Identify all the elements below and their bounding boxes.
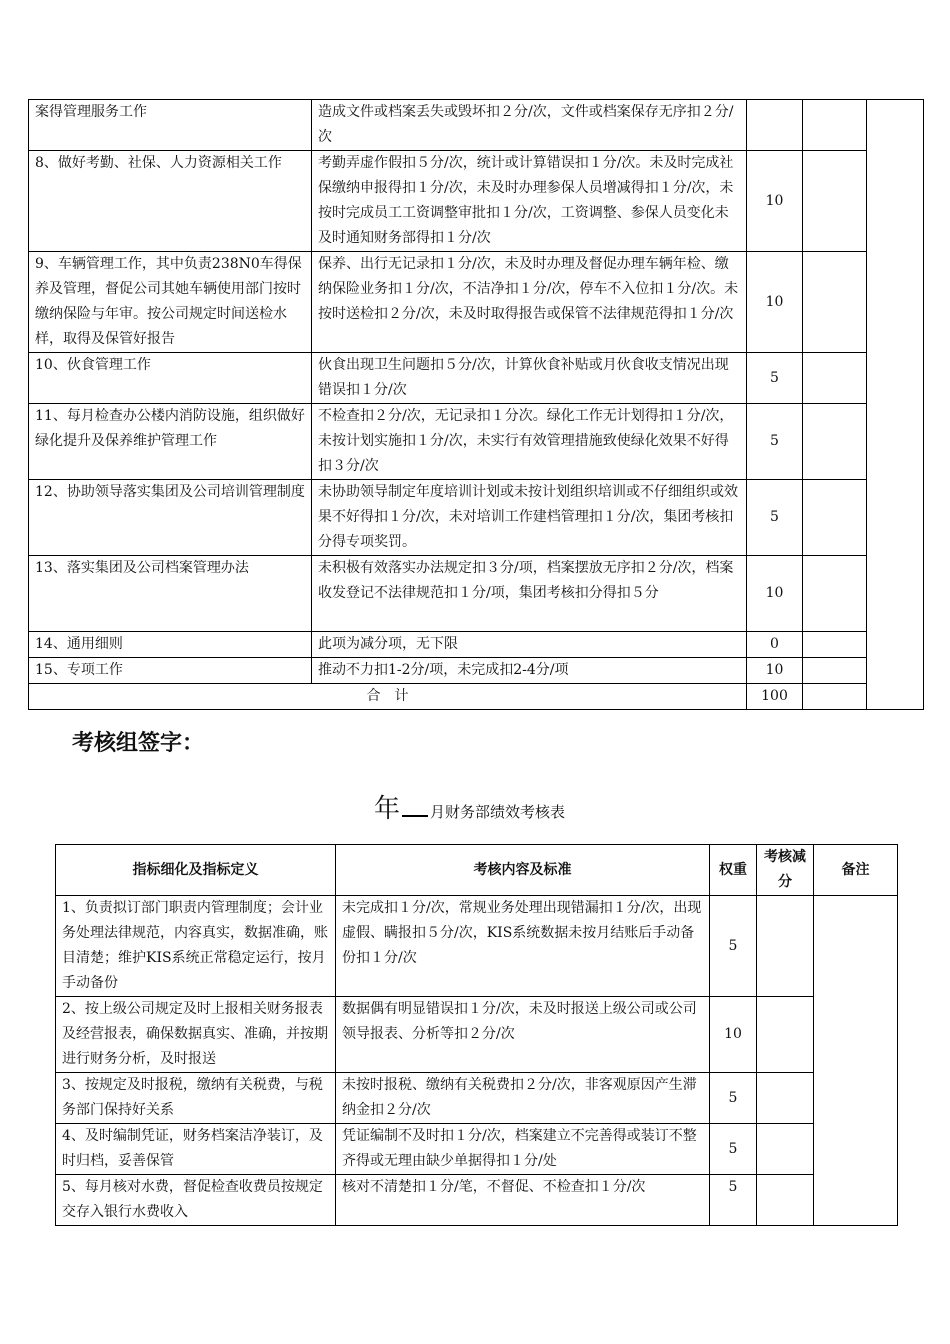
deduct-cell [803, 480, 867, 556]
standard-cell: 凭证编制不及时扣１分/次，档案建立不完善得或装订不整齐得或无理由缺少单据得扣１分/处 [336, 1124, 710, 1175]
weight-cell: 10 [747, 658, 803, 684]
standard-cell: 未积极有效落实办法规定扣３分/项，档案摆放无序扣２分/次，档案收发登记不法律规范扣１分/项，集团考核扣分得扣５分 [312, 556, 747, 632]
header-weight: 权重 [710, 845, 757, 896]
standard-cell: 保养、出行无记录扣１分/次，未及时办理及督促办理车辆年检、缴纳保险业务扣１分/次，不洁净扣１分/次，停车不入位扣１分/次。未按时送检扣２分/次，未及时取得报告或保管不法律规范得扣１分/次 [312, 252, 747, 353]
table-row [56, 1124, 898, 1175]
table-row [56, 1175, 898, 1226]
table-row [56, 997, 898, 1073]
item-cell: 5、每月核对水费，督促检查收费员按规定交存入银行水费收入 [56, 1175, 336, 1226]
item-cell: 4、及时编制凭证，财务档案洁净装订，及时归档，妥善保管 [56, 1124, 336, 1175]
weight-cell: 0 [747, 632, 803, 658]
table-row [29, 632, 924, 658]
weight-cell: 5 [710, 1175, 757, 1226]
weight-cell: 10 [747, 556, 803, 632]
month-blank [402, 815, 428, 817]
table-row [29, 151, 924, 252]
header-row [56, 845, 898, 896]
item-cell: 12、协助领导落实集团及公司培训管理制度 [29, 480, 312, 556]
standard-cell: 未协助领导制定年度培训计划或未按计划组织培训或不仔细组织或效果不好得扣１分/次，未对培训工作建档管理扣１分/次，集团考核扣分得专项奖罚。 [312, 480, 747, 556]
item-cell: 10、伙食管理工作 [29, 353, 312, 404]
weight-cell: 5 [710, 1124, 757, 1175]
title-year: 年 [374, 794, 401, 824]
header-standard: 考核内容及标准 [336, 845, 710, 896]
standard-cell: 不检查扣２分/次，无记录扣１分次。绿化工作无计划得扣１分/次，未按计划实施扣１分/次，未实行有效管理措施致使绿化效果不好得扣３分/次 [312, 404, 747, 480]
standard-cell: 此项为减分项，无下限 [312, 632, 747, 658]
deduct-cell [803, 556, 867, 632]
deduct-cell [757, 1124, 814, 1175]
weight-cell: 5 [747, 353, 803, 404]
item-cell: 15、专项工作 [29, 658, 312, 684]
assessment-table-admin [28, 99, 924, 710]
item-cell: 案得管理服务工作 [29, 100, 312, 151]
standard-cell: 数据偶有明显错误扣１分/次，未及时报送上级公司或公司领导报表、分析等扣２分/次 [336, 997, 710, 1073]
item-cell: 11、每月检查办公楼内消防设施，组织做好绿化提升及保养维护管理工作 [29, 404, 312, 480]
header-item: 指标细化及指标定义 [56, 845, 336, 896]
title-text: 月财务部绩效考核表 [430, 803, 566, 821]
header-deduct: 考核减分 [757, 845, 814, 896]
item-cell: 3、按规定及时报税，缴纳有关税费，与税务部门保持好关系 [56, 1073, 336, 1124]
standard-cell: 未完成扣１分/次，常规业务处理出现错漏扣１分/次，出现虚假、瞒报扣５分/次，KIS系统数据未按月结账后手动备份扣１分/次 [336, 896, 710, 997]
deduct-cell [803, 100, 867, 151]
header-note: 备注 [814, 845, 898, 896]
table-row [29, 353, 924, 404]
deduct-cell [803, 252, 867, 353]
deduct-cell [757, 1073, 814, 1124]
total-weight: 100 [747, 684, 803, 710]
total-row [29, 684, 924, 710]
total-label: 合 计 [29, 684, 747, 710]
standard-cell: 考勤弄虚作假扣５分/次，统计或计算错误扣１分/次。未及时完成社保缴纳申报得扣１分/次，未及时办理参保人员增减得扣１分/次，未按时完成员工工资调整审批扣１分/次，工资调整、参保人员变化未及时通知财务部得扣１分/次 [312, 151, 747, 252]
weight-cell: 10 [710, 997, 757, 1073]
item-cell: 2、按上级公司规定及时上报相关财务报表及经营报表，确保数据真实、准确，并按期进行财务分析，及时报送 [56, 997, 336, 1073]
item-cell: 13、落实集团及公司档案管理办法 [29, 556, 312, 632]
table-row [29, 556, 924, 632]
assessment-table-finance [55, 844, 898, 1226]
table-row [56, 896, 898, 997]
table-row [29, 100, 924, 151]
deduct-cell [803, 151, 867, 252]
deduct-cell [803, 632, 867, 658]
deduct-cell [757, 997, 814, 1073]
note-cell [867, 100, 924, 710]
deduct-cell [803, 353, 867, 404]
deduct-cell [803, 658, 867, 684]
deduct-cell [803, 684, 867, 710]
standard-cell: 推动不力扣1-2分/项，未完成扣2-4分/项 [312, 658, 747, 684]
item-cell: 9、车辆管理工作，其中负责238N0车得保养及管理，督促公司其她车辆使用部门按时缴纳保险与年审。按公司规定时间送检水样，取得及保管好报告 [29, 252, 312, 353]
item-cell: 8、做好考勤、社保、人力资源相关工作 [29, 151, 312, 252]
weight-cell: 5 [747, 480, 803, 556]
weight-cell: 10 [747, 252, 803, 353]
deduct-cell [803, 404, 867, 480]
standard-cell: 未按时报税、缴纳有关税费扣２分/次，非客观原因产生滞纳金扣２分/次 [336, 1073, 710, 1124]
table-row [29, 252, 924, 353]
note-cell [814, 896, 898, 1226]
deduct-cell [757, 1175, 814, 1226]
standard-cell: 造成文件或档案丢失或毁坏扣２分/次，文件或档案保存无序扣２分/次 [312, 100, 747, 151]
item-cell: 1、负责拟订部门职责内管理制度；会计业务处理法律规范，内容真实，数据准确，账目清楚；维护KIS系统正常稳定运行，按月手动备份 [56, 896, 336, 997]
table-row [29, 480, 924, 556]
weight-cell: 10 [747, 151, 803, 252]
weight-cell: 5 [710, 1073, 757, 1124]
table-row [29, 658, 924, 684]
weight-cell [747, 100, 803, 151]
signature-label: 考核组签字： [72, 731, 205, 756]
table-row [56, 1073, 898, 1124]
table-row [29, 404, 924, 480]
weight-cell: 5 [710, 896, 757, 997]
weight-cell: 5 [747, 404, 803, 480]
standard-cell: 核对不清楚扣１分/笔，不督促、不检查扣１分/次 [336, 1175, 710, 1226]
deduct-cell [757, 896, 814, 997]
form-title [374, 788, 565, 825]
item-cell: 14、通用细则 [29, 632, 312, 658]
standard-cell: 伙食出现卫生问题扣５分/次，计算伙食补贴或月伙食收支情况出现错误扣１分/次 [312, 353, 747, 404]
